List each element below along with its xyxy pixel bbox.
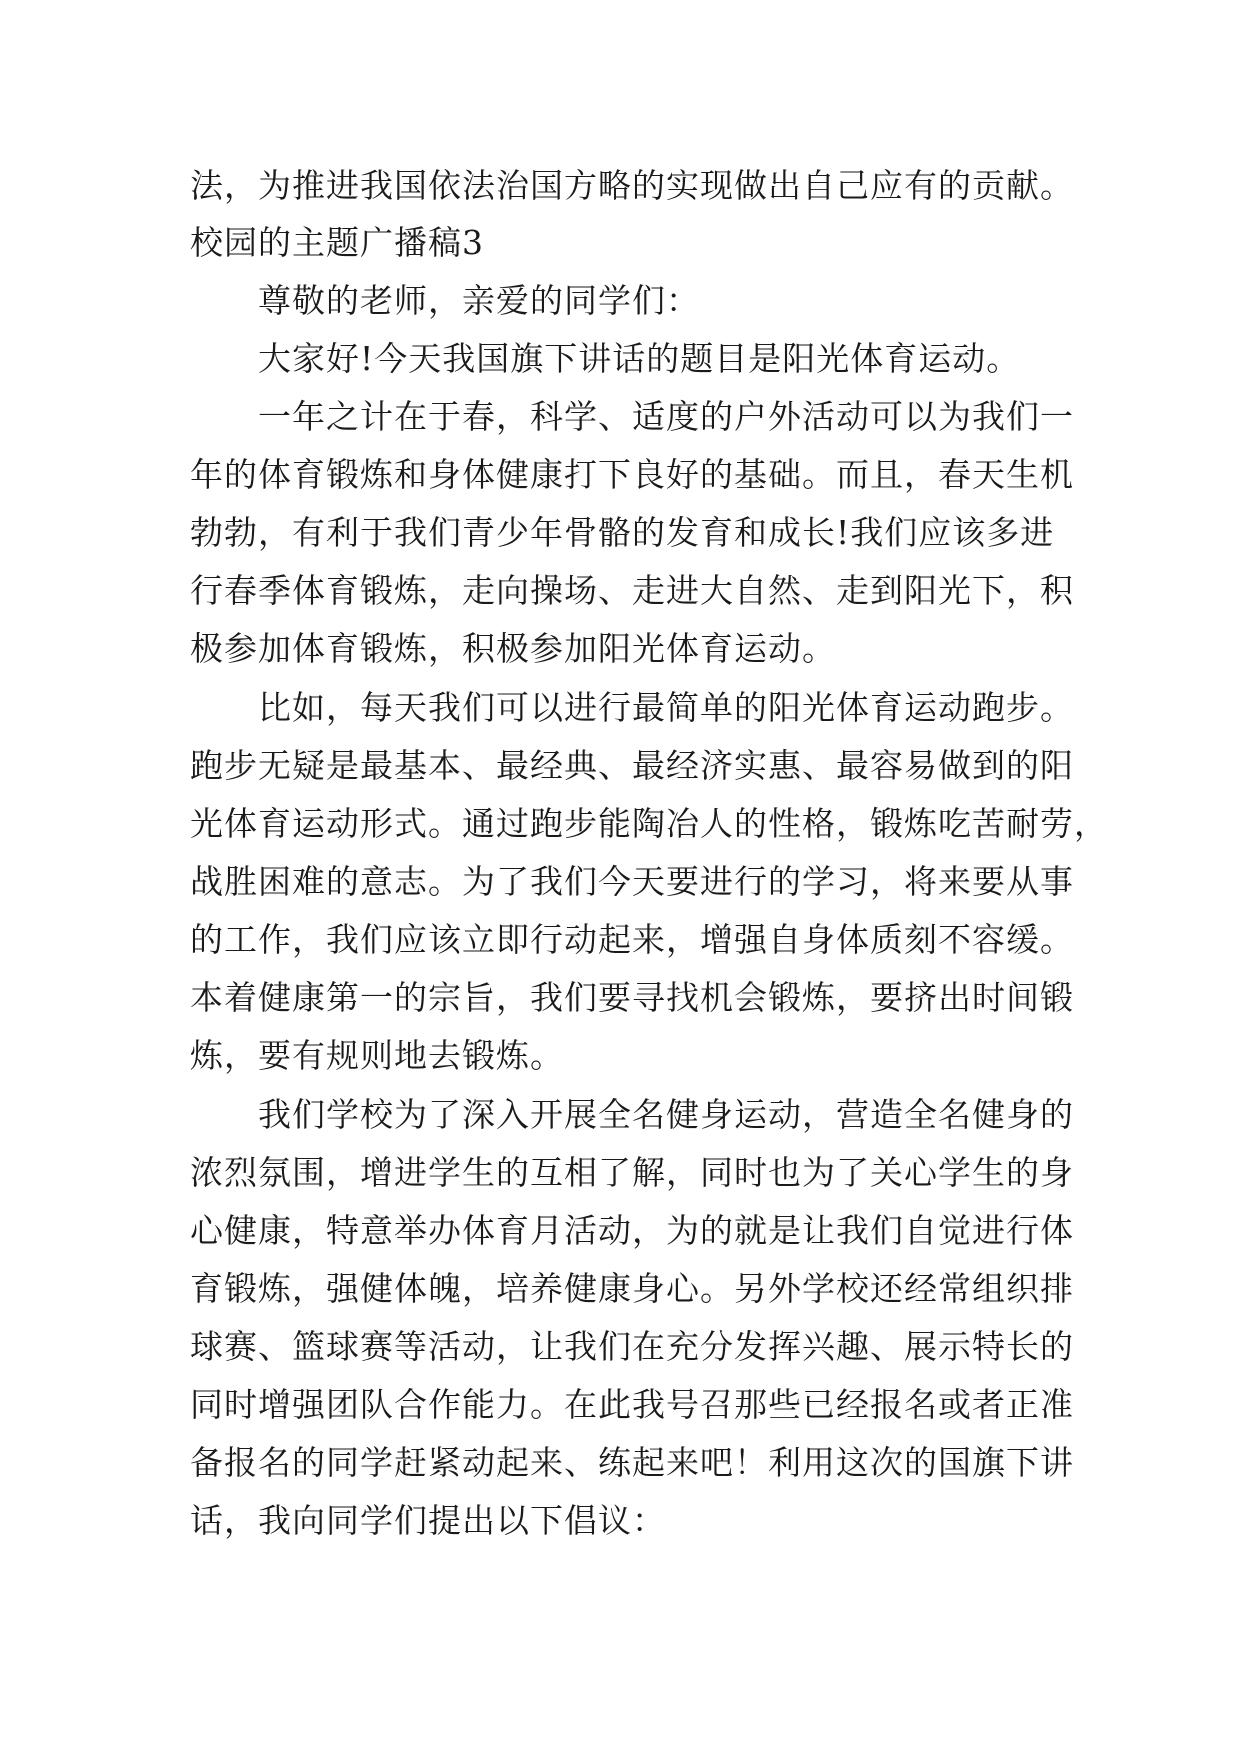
text-line: 战胜困难的意志。为了我们今天要进行的学习，将来要从事 — [190, 862, 1074, 901]
text-line: 光体育运动形式。通过跑步能陶冶人的性格，锻炼吃苦耐劳， — [190, 804, 1108, 843]
text-line: 育锻炼，强健体魄，培养健康身心。另外学校还经常组织排 — [190, 1269, 1074, 1308]
text-line: 跑步无疑是最基本、最经典、最经济实惠、最容易做到的阳 — [190, 746, 1074, 785]
text-line: 大家好!今天我国旗下讲话的题目是阳光体育运动。 — [258, 339, 1021, 378]
text-line: 我们学校为了深入开展全名健身运动，营造全名健身的 — [258, 1095, 1074, 1134]
text-line: 心健康，特意举办体育月活动，为的就是让我们自觉进行体 — [190, 1211, 1074, 1250]
text-line: 本着健康第一的宗旨，我们要寻找机会锻炼，要挤出时间锻 — [190, 978, 1074, 1017]
text-line: 年的体育锻炼和身体健康打下良好的基础。而且，春天生机 — [190, 455, 1074, 494]
text-line: 勃勃，有利于我们青少年骨骼的发育和成长!我们应该多进 — [190, 513, 1055, 552]
text-line: 同时增强团队合作能力。在此我号召那些已经报名或者正准 — [190, 1385, 1074, 1424]
text-line: 备报名的同学赶紧动起来、练起来吧！利用这次的国旗下讲 — [190, 1443, 1074, 1482]
text-line: 比如，每天我们可以进行最简单的阳光体育运动跑步。 — [258, 688, 1074, 727]
text-line: 行春季体育锻炼，走向操场、走进大自然、走到阳光下，积 — [190, 571, 1074, 610]
text-line: 极参加体育锻炼，积极参加阳光体育运动。 — [190, 629, 836, 668]
text-line: 的工作，我们应该立即行动起来，增强自身体质刻不容缓。 — [190, 920, 1074, 959]
text-line: 浓烈氛围，增进学生的互相了解，同时也为了关心学生的身 — [190, 1153, 1074, 1192]
text-line: 法，为推进我国依法治国方略的实现做出自己应有的贡献。 — [190, 166, 1074, 205]
text-line: 炼，要有规则地去锻炼。 — [190, 1036, 564, 1075]
text-line: 一年之计在于春，科学、适度的户外活动可以为我们一 — [258, 397, 1074, 436]
text-line: 话，我向同学们提出以下倡议： — [190, 1501, 666, 1540]
text-line: 球赛、篮球赛等活动，让我们在充分发挥兴趣、展示特长的 — [190, 1327, 1074, 1366]
section-heading: 校园的主题广播稿3 — [190, 223, 484, 262]
salutation: 尊敬的老师，亲爱的同学们： — [258, 281, 700, 320]
